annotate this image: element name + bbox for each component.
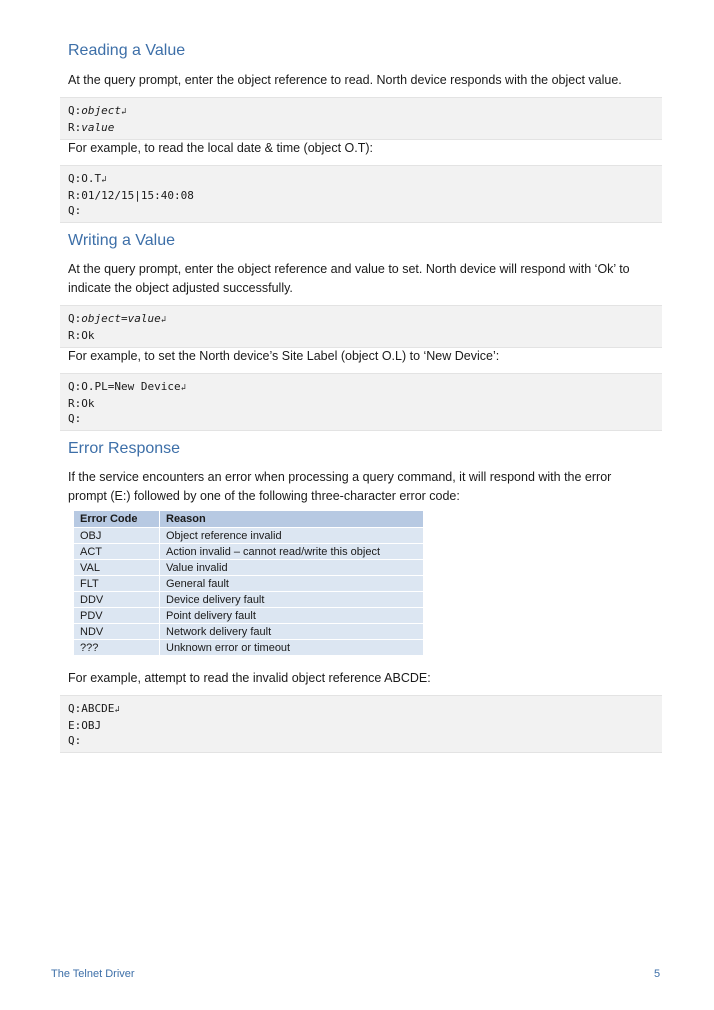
footer-page-number: 5 bbox=[654, 968, 661, 980]
return-icon: ↲ bbox=[160, 315, 167, 325]
reading-intro: At the query prompt, enter the object reference to read. North device responds with the object value. bbox=[68, 73, 622, 87]
error-code-cell: DDV bbox=[74, 592, 160, 608]
reason-cell: Action invalid – cannot read/write this object bbox=[160, 544, 424, 560]
writing-example-code: Q:O.PL=New Device↲ R:Ok Q: bbox=[60, 373, 662, 431]
return-icon: ↲ bbox=[114, 705, 120, 715]
error-code-cell: PDV bbox=[74, 608, 160, 624]
error-example-intro: For example, attempt to read the invalid object reference ABCDE: bbox=[68, 671, 431, 685]
reason-cell: Device delivery fault bbox=[160, 592, 424, 608]
header-reason: Reason bbox=[160, 511, 424, 528]
error-code-cell: NDV bbox=[74, 624, 160, 640]
reason-cell: Point delivery fault bbox=[160, 608, 424, 624]
table-row bbox=[74, 544, 423, 560]
table-row bbox=[74, 560, 423, 576]
return-icon: ↲ bbox=[101, 175, 107, 185]
writing-syntax-code: Q:object=value↲ R:Ok bbox=[60, 305, 662, 348]
reading-example-intro: For example, to read the local date & time (object O.T): bbox=[68, 141, 373, 155]
reason-cell: General fault bbox=[160, 576, 424, 592]
error-code-cell: FLT bbox=[74, 576, 160, 592]
writing-example-intro: For example, to set the North device’s Site Label (object O.L) to ‘New Device’: bbox=[68, 349, 500, 363]
error-intro: If the service encounters an error when processing a query command, it will respond with the error prompt (E:) followed by one of the following three-character error code: bbox=[68, 470, 612, 503]
heading-error-response: Error Response bbox=[68, 440, 181, 457]
return-icon: ↲ bbox=[180, 383, 187, 393]
return-icon: ↲ bbox=[121, 107, 127, 117]
table-row bbox=[74, 592, 423, 608]
heading-reading-a-value: Reading a Value bbox=[68, 42, 186, 59]
error-example-code: Q:ABCDE↲ E:OBJ Q: bbox=[60, 695, 662, 753]
table-header-row bbox=[74, 511, 423, 528]
header-error-code: Error Code bbox=[74, 511, 160, 528]
error-code-cell: ??? bbox=[74, 640, 160, 656]
error-code-cell: ACT bbox=[74, 544, 160, 560]
error-code-cell: OBJ bbox=[74, 528, 160, 544]
footer-document-title: The Telnet Driver bbox=[51, 968, 135, 980]
reason-cell: Object reference invalid bbox=[160, 528, 424, 544]
reason-cell: Value invalid bbox=[160, 560, 424, 576]
writing-intro: At the query prompt, enter the object reference and value to set. North device will respond with ‘Ok’ to indicate the object adjusted successfully. bbox=[68, 262, 630, 295]
table-row bbox=[74, 576, 423, 592]
error-code-table bbox=[74, 511, 423, 655]
reading-syntax-code: Q:object↲ R:value bbox=[60, 97, 662, 140]
table-row bbox=[74, 624, 423, 640]
reason-cell: Unknown error or timeout bbox=[160, 640, 424, 656]
table-row bbox=[74, 640, 423, 656]
table-row bbox=[74, 608, 423, 624]
error-code-cell: VAL bbox=[74, 560, 160, 576]
reason-cell: Network delivery fault bbox=[160, 624, 424, 640]
heading-writing-a-value: Writing a Value bbox=[68, 232, 176, 249]
table-row bbox=[74, 528, 423, 544]
reading-example-code: Q:O.T↲ R:01/12/15|15:40:08 Q: bbox=[60, 165, 662, 223]
